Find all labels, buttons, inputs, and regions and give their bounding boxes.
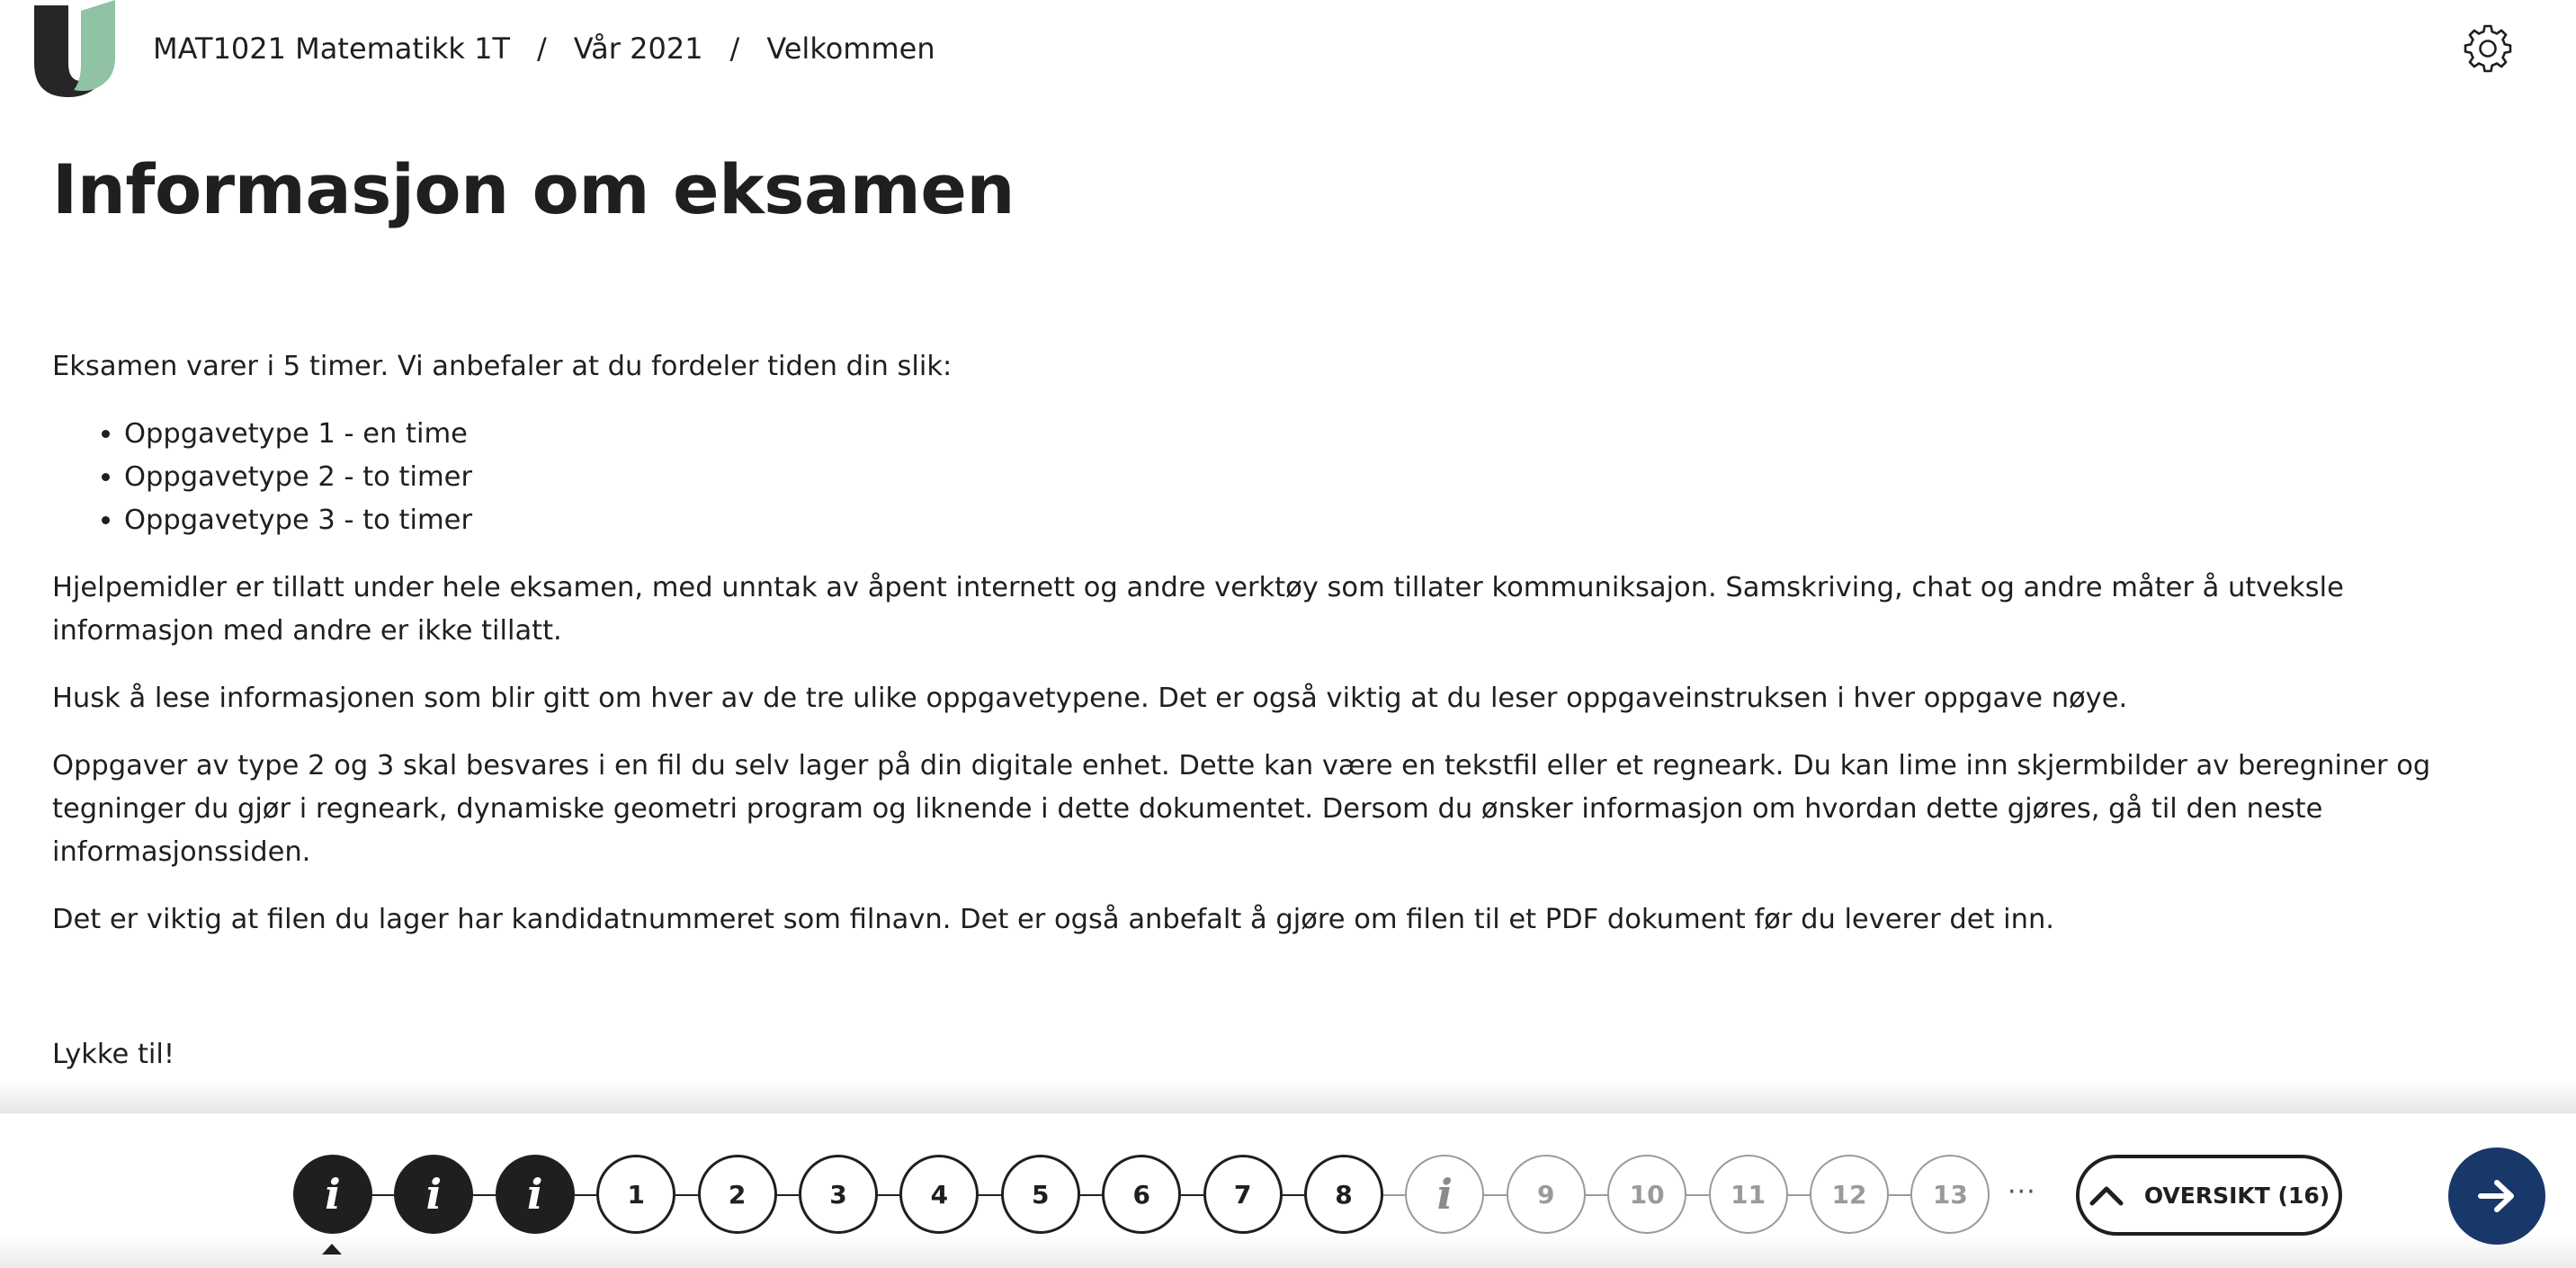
read-instructions-paragraph: Husk å lese informasjonen som blir gitt om hver av de tre ulike oppgavetypene. Det er også viktig at du leser oppgaveinstruksen i hver oppgave nøye. (52, 683, 2128, 714)
step-connector (575, 1194, 596, 1196)
step-question-11[interactable] (1709, 1155, 1788, 1234)
current-step-marker (322, 1244, 342, 1255)
step-info-button[interactable] (293, 1155, 372, 1234)
filename-paragraph: Det er viktig at filen du lager har kandidatnummeret som filnavn. Det er også anbefalt å gjøre om filen til et PDF dokument før du leverer det inn. (52, 904, 2054, 935)
step-number: 12 (1831, 1179, 1867, 1210)
info-icon: i (527, 1170, 543, 1219)
step-number: 2 (728, 1179, 747, 1210)
step-number: 7 (1233, 1179, 1252, 1210)
chevron-up-icon (2089, 1183, 2124, 1207)
info-icon: i (325, 1170, 341, 1219)
u-logo (34, 0, 119, 99)
gear-icon[interactable] (2461, 22, 2515, 76)
aids-paragraph: Hjelpemidler er tillatt under hele eksamen, med unntak av åpent internett og andre verktøy som tillater kommuniksajon. Samskriving, chat og andre måter å utveksle informasjon med andre er ikke tillatt. (52, 572, 2344, 647)
time-allocation-list (52, 413, 2499, 542)
step-question-9[interactable] (1507, 1155, 1586, 1234)
step-number: 8 (1335, 1179, 1353, 1210)
step-question-1[interactable] (596, 1155, 675, 1234)
step-connector (473, 1194, 495, 1196)
step-info-button[interactable] (496, 1155, 575, 1234)
step-number: 10 (1629, 1179, 1665, 1210)
step-connector (1788, 1194, 1810, 1196)
step-number: 9 (1537, 1179, 1555, 1210)
overview-button-label: OVERSIKT (16) (2143, 1182, 2330, 1209)
arrow-right-icon (2477, 1178, 2517, 1214)
top-header (0, 0, 2576, 108)
step-connector (878, 1194, 899, 1196)
exam-information-text (52, 345, 2499, 1076)
step-connector (372, 1194, 394, 1196)
breadcrumb-course[interactable]: MAT1021 Matematikk 1T (153, 31, 510, 66)
page-title: Informasjon om eksamen (52, 149, 1015, 229)
list-item: • Oppgavetype 1 - en time (124, 413, 2499, 456)
step-question-2[interactable] (698, 1155, 777, 1234)
step-number: 1 (627, 1179, 645, 1210)
list-item: • Oppgavetype 3 - to timer (124, 499, 2499, 542)
file-answer-paragraph: Oppgaver av type 2 og 3 skal besvares i en fil du selv lager på din digitale enhet. Dette kan være en tekstfil eller et regneark. Du kan lime inn skjermbilder av beregniner og tegninger du gjør i regneark, dynamiske geometri program og liknende i dette dokumentet. Dersom du ønsker informasjon om hvordan dette gjøres, gå til den neste informasjonssiden. (52, 750, 2431, 868)
step-number: 6 (1132, 1179, 1150, 1210)
step-connector (1181, 1194, 1203, 1196)
step-question-13[interactable] (1910, 1155, 1990, 1234)
step-question-7[interactable] (1203, 1155, 1283, 1234)
step-question-6[interactable] (1102, 1155, 1181, 1234)
bottom-bar-shadow (0, 1079, 2576, 1115)
step-info-button[interactable] (1405, 1155, 1484, 1234)
breadcrumb-separator: / (536, 31, 547, 66)
step-connector (1283, 1194, 1304, 1196)
bottom-bar-fade (0, 1234, 2576, 1268)
breadcrumb-current-page[interactable]: Velkommen (766, 31, 935, 66)
step-question-10[interactable] (1607, 1155, 1686, 1234)
intro-paragraph: Eksamen varer i 5 timer. Vi anbefaler at du fordeler tiden din slik: (52, 351, 953, 382)
step-question-4[interactable] (899, 1155, 979, 1234)
step-connector (1586, 1194, 1607, 1196)
main-content (52, 140, 2499, 1101)
step-connector (1889, 1194, 1910, 1196)
next-page-button[interactable] (2448, 1147, 2545, 1245)
info-icon: i (1436, 1170, 1453, 1219)
step-number: 13 (1932, 1179, 1968, 1210)
step-connector (1080, 1194, 1102, 1196)
step-question-3[interactable] (799, 1155, 878, 1234)
list-item: • Oppgavetype 2 - to timer (124, 456, 2499, 499)
step-question-12[interactable] (1810, 1155, 1889, 1234)
step-question-8[interactable] (1304, 1155, 1383, 1234)
step-connector (675, 1194, 697, 1196)
breadcrumb-separator: / (729, 31, 740, 66)
step-info-button[interactable] (394, 1155, 473, 1234)
step-number: 11 (1731, 1179, 1767, 1210)
step-number: 4 (930, 1179, 949, 1210)
step-number: 3 (829, 1179, 847, 1210)
more-steps-ellipsis: ··· (2008, 1176, 2036, 1208)
step-number: 5 (1032, 1179, 1050, 1210)
breadcrumb (153, 27, 935, 70)
info-icon: i (425, 1170, 443, 1219)
breadcrumb-term[interactable]: Vår 2021 (573, 31, 703, 66)
step-connector (979, 1194, 1000, 1196)
step-connector (777, 1194, 799, 1196)
step-question-5[interactable] (1001, 1155, 1080, 1234)
step-connector (1484, 1194, 1506, 1196)
step-connector (1686, 1194, 1708, 1196)
step-connector (1383, 1194, 1405, 1196)
overview-button[interactable] (2076, 1155, 2342, 1236)
closing-text: Lykke til! (52, 1039, 175, 1070)
